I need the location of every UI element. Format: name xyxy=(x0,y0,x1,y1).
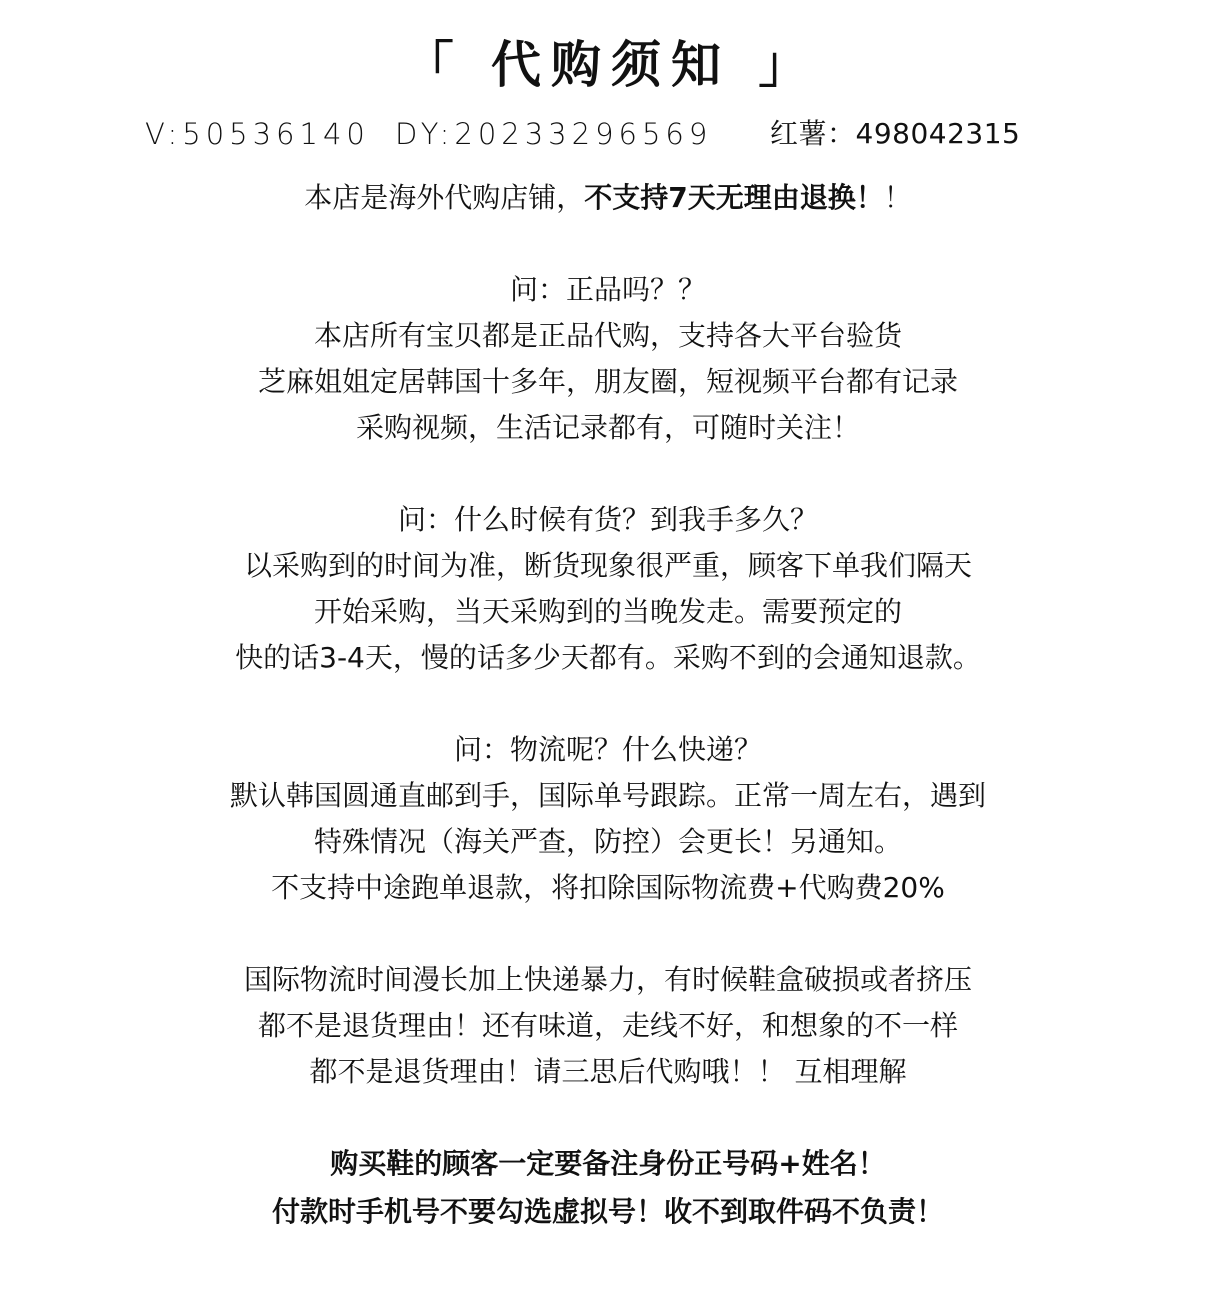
page-title: 「 代购须知 」 xyxy=(403,36,819,94)
intro-line xyxy=(0,176,1216,220)
answer-line: 采购视频，生活记录都有，可随时关注！ xyxy=(355,411,860,444)
wechat-id: V:50536140 xyxy=(145,117,370,151)
answer-line: 芝麻姐姐定居韩国十多年，朋友圈，短视频平台都有记录 xyxy=(257,365,958,398)
answer-line: 不支持中途跑单退款，将扣除国际物流费+代购费20% xyxy=(271,871,945,904)
warning-phone-number: 付款时手机号不要勾选虚拟号！收不到取件码不负责！ xyxy=(271,1195,944,1228)
answer-line: 本店所有宝贝都是正品代购，支持各大平台验货 xyxy=(313,319,902,352)
answer-line: 开始采购，当天采购到的当晚发走。需要预定的 xyxy=(313,595,902,628)
answer-line: 快的话3-4天，慢的话多少天都有。采购不到的会通知退款。 xyxy=(235,641,981,674)
question-availability: 问：什么时候有货？到我手多久？ xyxy=(397,503,818,536)
answer-line: 特殊情况（海关严查，防控）会更长！另通知。 xyxy=(313,825,902,858)
douyin-id: DY:20233296569 xyxy=(395,117,713,151)
intro-tail: ！ xyxy=(883,181,912,214)
notice-line: 都不是退货理由！还有味道，走线不好，和想象的不一样 xyxy=(257,1009,958,1042)
answer-line: 以采购到的时间为准，断货现象很严重，顾客下单我们隔天 xyxy=(243,549,972,582)
xiaohongshu-id: 红薯：498042315 xyxy=(770,117,1021,150)
warning-id-required: 购买鞋的顾客一定要备注身份正号码+姓名！ xyxy=(330,1147,886,1180)
no-return-policy: 不支持7天无理由退换！ xyxy=(584,181,884,214)
answer-line: 默认韩国圆通直邮到手，国际单号跟踪。正常一周左右，遇到 xyxy=(229,779,986,812)
question-logistics: 问：物流呢？什么快递？ xyxy=(453,733,762,766)
question-authentic: 问：正品吗？？ xyxy=(509,273,706,306)
intro-text: 本店是海外代购店铺， xyxy=(304,181,585,214)
notice-line: 国际物流时间漫长加上快递暴力，有时候鞋盒破损或者挤压 xyxy=(243,963,972,996)
contact-info xyxy=(0,112,1216,156)
notice-line: 都不是退货理由！请三思后代购哦！！ 互相理解 xyxy=(309,1055,907,1088)
